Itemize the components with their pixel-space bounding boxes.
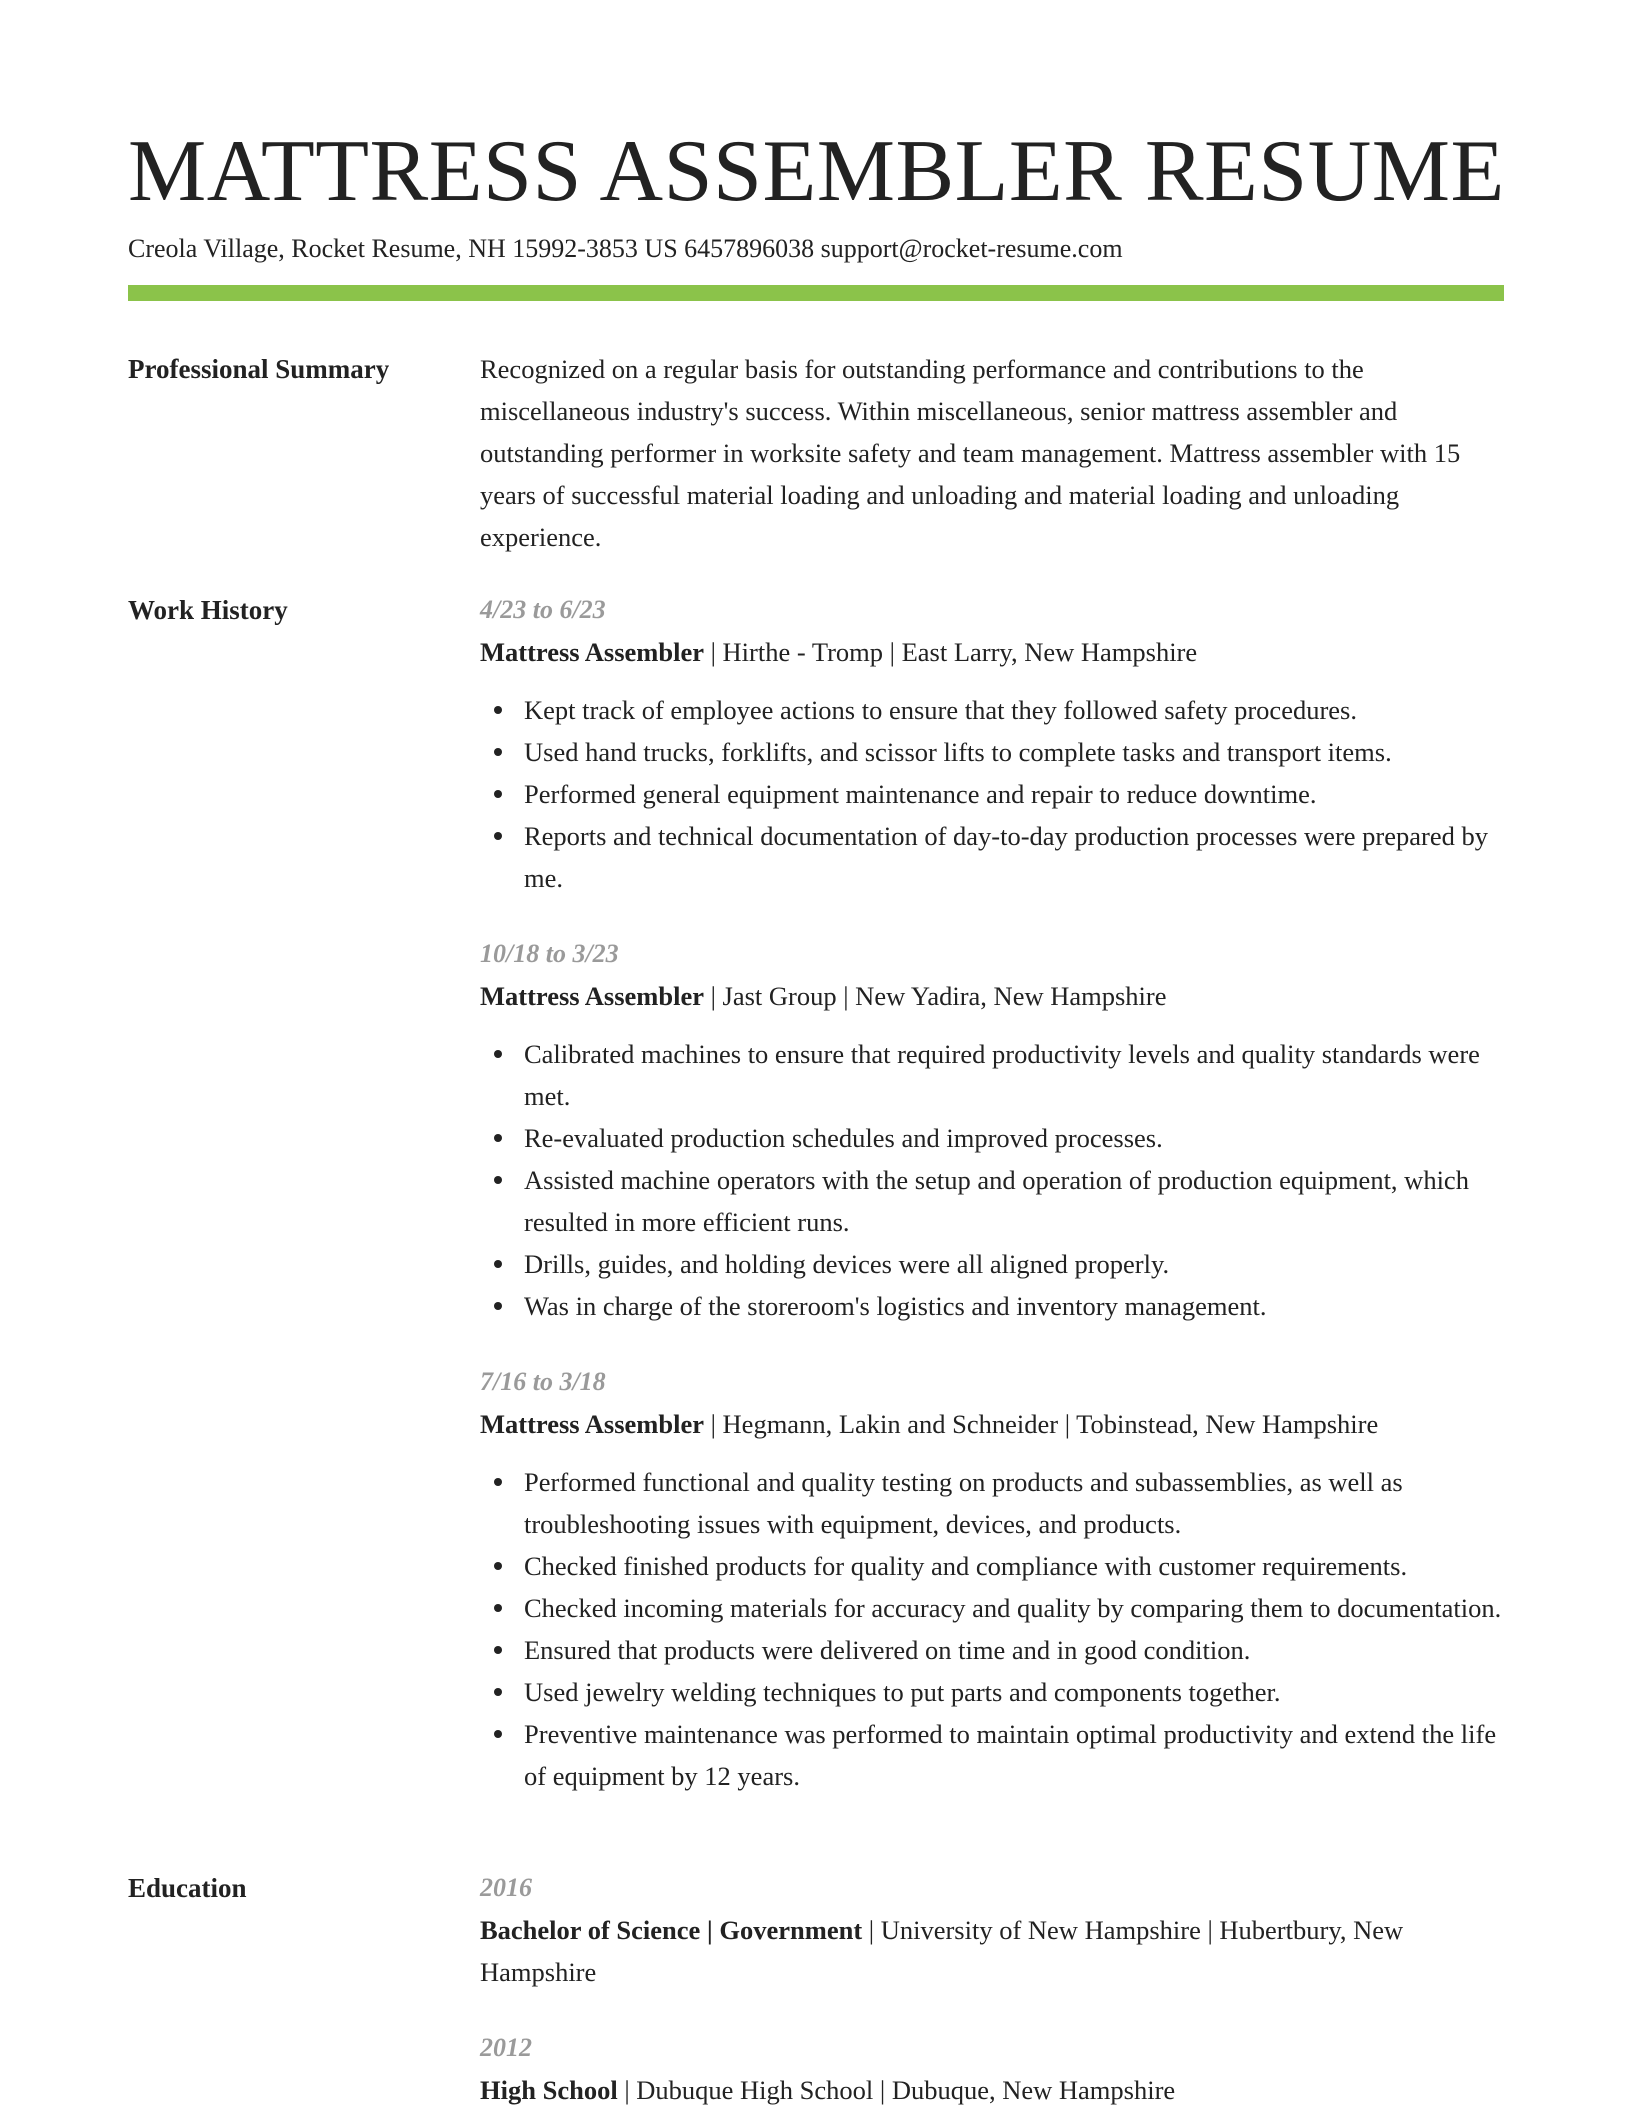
job-date: 10/18 to 3/23	[480, 939, 619, 968]
job-entry	[480, 589, 1504, 899]
job-title: Mattress Assembler	[480, 981, 704, 1011]
bullet-item: Reports and technical documentation of day-to-day production processes were prepared by me.	[480, 815, 1504, 899]
bullet-item: Preventive maintenance was performed to maintain optimal productivity and extend the life of equipment by 12 years.	[480, 1713, 1504, 1797]
bullet-item: Drills, guides, and holding devices were all aligned properly.	[480, 1243, 1504, 1285]
job-date: 7/16 to 3/18	[480, 1367, 606, 1396]
bullet-item: Was in charge of the storeroom's logistics and inventory management.	[480, 1285, 1504, 1327]
bullet-item: Checked incoming materials for accuracy and quality by comparing them to documentation.	[480, 1587, 1504, 1629]
section-label-summary: Professional Summary	[128, 354, 390, 384]
job-date: 4/23 to 6/23	[480, 595, 606, 624]
bullet-item: Assisted machine operators with the setup and operation of production equipment, which resulted in more efficient runs.	[480, 1159, 1504, 1243]
education-degree: Bachelor of Science | Government	[480, 1915, 863, 1945]
job-bullets	[480, 1461, 1504, 1797]
bullet-item: Re-evaluated production schedules and improved processes.	[480, 1117, 1504, 1159]
education-date: 2012	[480, 2033, 532, 2062]
job-title-line	[480, 1403, 1504, 1445]
bullet-item: Kept track of employee actions to ensure that they followed safety procedures.	[480, 689, 1504, 731]
section-body-work-history	[480, 589, 1504, 1831]
section-label-work-history: Work History	[128, 595, 288, 625]
job-details: | Jast Group | New Yadira, New Hampshire	[703, 981, 1167, 1011]
section-label-education: Education	[128, 1873, 247, 1903]
job-title-line	[480, 631, 1504, 673]
bullet-item: Performed general equipment maintenance and repair to reduce downtime.	[480, 773, 1504, 815]
job-details: | Hirthe - Tromp | East Larry, New Hampshire	[703, 637, 1198, 667]
education-details: | Dubuque High School | Dubuque, New Hampshire	[617, 2075, 1176, 2105]
bullet-item: Checked finished products for quality and compliance with customer requirements.	[480, 1545, 1504, 1587]
education-degree: High School	[480, 2075, 618, 2105]
job-bullets	[480, 689, 1504, 899]
job-title: Mattress Assembler	[480, 1409, 704, 1439]
section-body-summary	[480, 348, 1504, 558]
section-body-education	[480, 1867, 1504, 2112]
education-line	[480, 1909, 1504, 1993]
job-title-line	[480, 975, 1504, 1017]
education-entry	[480, 1867, 1504, 1993]
job-title: Mattress Assembler	[480, 637, 704, 667]
education-details: | University of New Hampshire | Hubertbury, New Hampshire	[480, 1915, 1404, 1987]
education-date: 2016	[480, 1873, 532, 1902]
bullet-item: Calibrated machines to ensure that required productivity levels and quality standards were met.	[480, 1033, 1504, 1117]
summary-text: Recognized on a regular basis for outstanding performance and contributions to the miscellaneous industry's success. Within miscellaneous, senior mattress assembler and outstanding performer in worksite safety and team management. Mattress assembler with 15 years of successful material loading and unloading and material loading and unloading experience.	[480, 354, 1461, 552]
bullet-item: Used jewelry welding techniques to put parts and components together.	[480, 1671, 1504, 1713]
job-entry	[480, 1361, 1504, 1797]
accent-divider	[128, 285, 1504, 301]
bullet-item: Performed functional and quality testing on products and subassemblies, as well as troubleshooting issues with equipment, devices, and products.	[480, 1461, 1504, 1545]
bullet-item: Used hand trucks, forklifts, and scissor lifts to complete tasks and transport items.	[480, 731, 1504, 773]
bullet-item: Ensured that products were delivered on time and in good condition.	[480, 1629, 1504, 1671]
education-line	[480, 2069, 1504, 2111]
education-entry	[480, 2027, 1504, 2111]
job-bullets	[480, 1033, 1504, 1327]
job-entry	[480, 933, 1504, 1327]
resume-title: MATTRESS ASSEMBLER RESUME	[128, 123, 1505, 220]
job-details: | Hegmann, Lakin and Schneider | Tobinstead, New Hampshire	[703, 1409, 1379, 1439]
contact-line: Creola Village, Rocket Resume, NH 15992-3853 US 6457896038 support@rocket-resume.com	[128, 234, 1123, 263]
